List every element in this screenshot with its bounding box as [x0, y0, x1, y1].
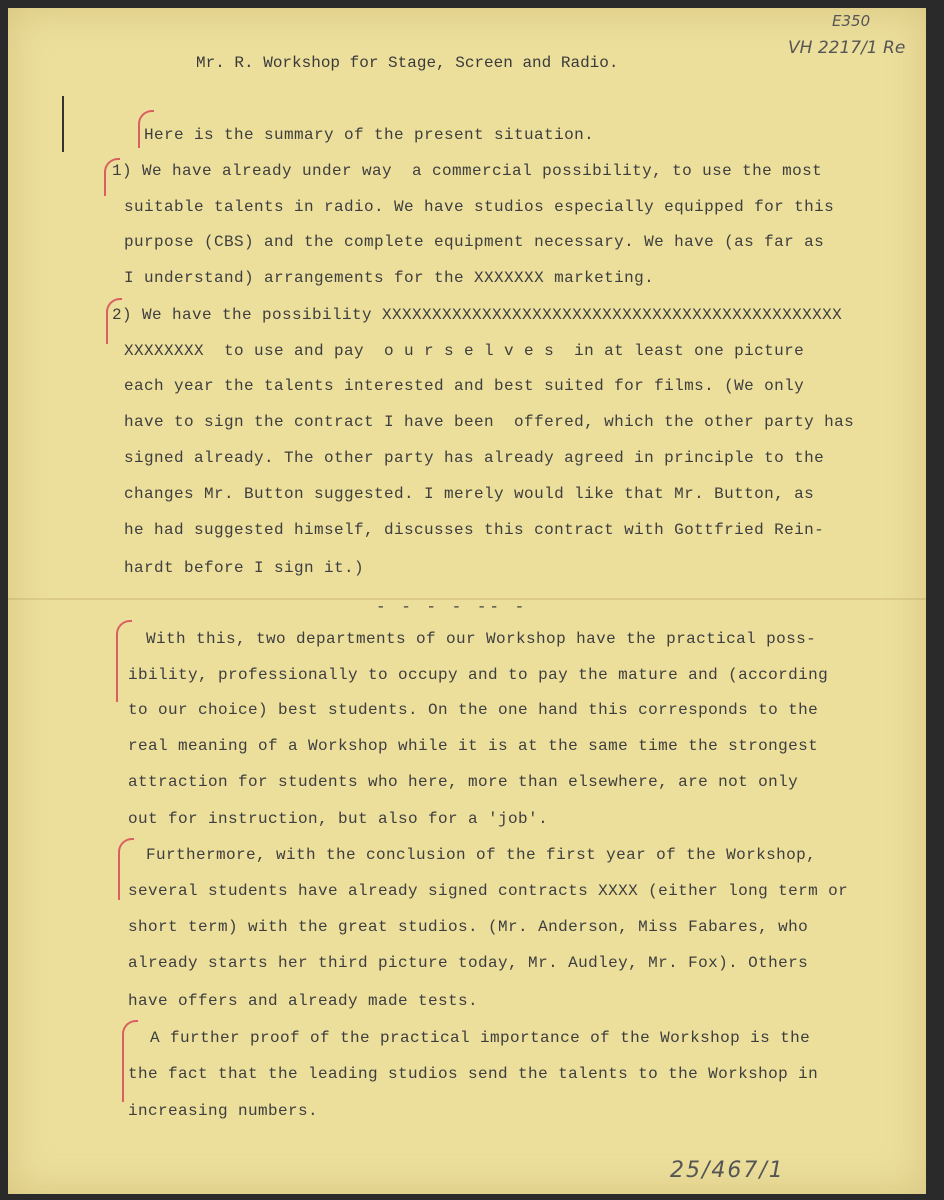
text-line: XXXXXXXX to use and pay o u r s e l v e s in at least one picture	[124, 342, 805, 360]
text-line: I understand) arrangements for the XXXXXXX marketing.	[124, 269, 655, 287]
margin-bracket	[116, 620, 132, 702]
text-line: have to sign the contract I have been offered, which the other party has	[124, 413, 855, 431]
text-line: several students have already signed contracts XXXX (either long term or	[128, 882, 849, 900]
text-line: A further proof of the practical importance of the Workshop is the	[150, 1029, 811, 1047]
text-line: With this, two departments of our Workshop have the practical poss-	[146, 630, 817, 648]
section-separator: - - - - -- -	[376, 598, 528, 616]
text-line: ibility, professionally to occupy and to pay the mature and (according	[128, 666, 829, 684]
text-line: 1) We have already under way a commercial possibility, to use the most	[112, 162, 823, 180]
text-line: each year the talents interested and best suited for films. (We only	[124, 377, 805, 395]
text-line: real meaning of a Workshop while it is at the same time the strongest	[128, 737, 819, 755]
text-line: attraction for students who here, more than elsewhere, are not only	[128, 773, 799, 791]
margin-bracket	[122, 1020, 138, 1102]
text-line: have offers and already made tests.	[128, 992, 479, 1010]
text-line: to our choice) best students. On the one hand this corresponds to the	[128, 701, 819, 719]
text-line: he had suggested himself, discusses this contract with Gottfried Rein-	[124, 521, 825, 539]
text-line: purpose (CBS) and the complete equipment necessary. We have (as far as	[124, 233, 825, 251]
text-line: Furthermore, with the conclusion of the first year of the Workshop,	[146, 846, 817, 864]
archive-annotation-top: E350	[832, 12, 871, 30]
margin-mark	[62, 96, 64, 152]
document-page	[8, 8, 926, 1194]
archive-reference-annotation: VH 2217/1 Re	[788, 38, 906, 58]
text-line: Here is the summary of the present situation.	[144, 126, 595, 144]
text-line: signed already. The other party has already agreed in principle to the	[124, 449, 825, 467]
archive-annotation-bottom: 25/467/1	[670, 1158, 785, 1183]
text-line: suitable talents in radio. We have studios especially equipped for this	[124, 198, 835, 216]
text-line: already starts her third picture today, Mr. Audley, Mr. Fox). Others	[128, 954, 809, 972]
text-line: out for instruction, but also for a 'job'.	[128, 810, 549, 828]
text-line: hardt before I sign it.)	[124, 559, 365, 577]
text-line: short term) with the great studios. (Mr. Anderson, Miss Fabares, who	[128, 918, 809, 936]
text-line: the fact that the leading studios send the talents to the Workshop in	[128, 1065, 819, 1083]
text-line: increasing numbers.	[128, 1102, 319, 1120]
text-line: changes Mr. Button suggested. I merely would like that Mr. Button, as	[124, 485, 815, 503]
document-title: Mr. R. Workshop for Stage, Screen and Radio.	[196, 54, 619, 72]
text-line: 2) We have the possibility XXXXXXXXXXXXXXXXXXXXXXXXXXXXXXXXXXXXXXXXXXXXXX	[112, 306, 843, 324]
